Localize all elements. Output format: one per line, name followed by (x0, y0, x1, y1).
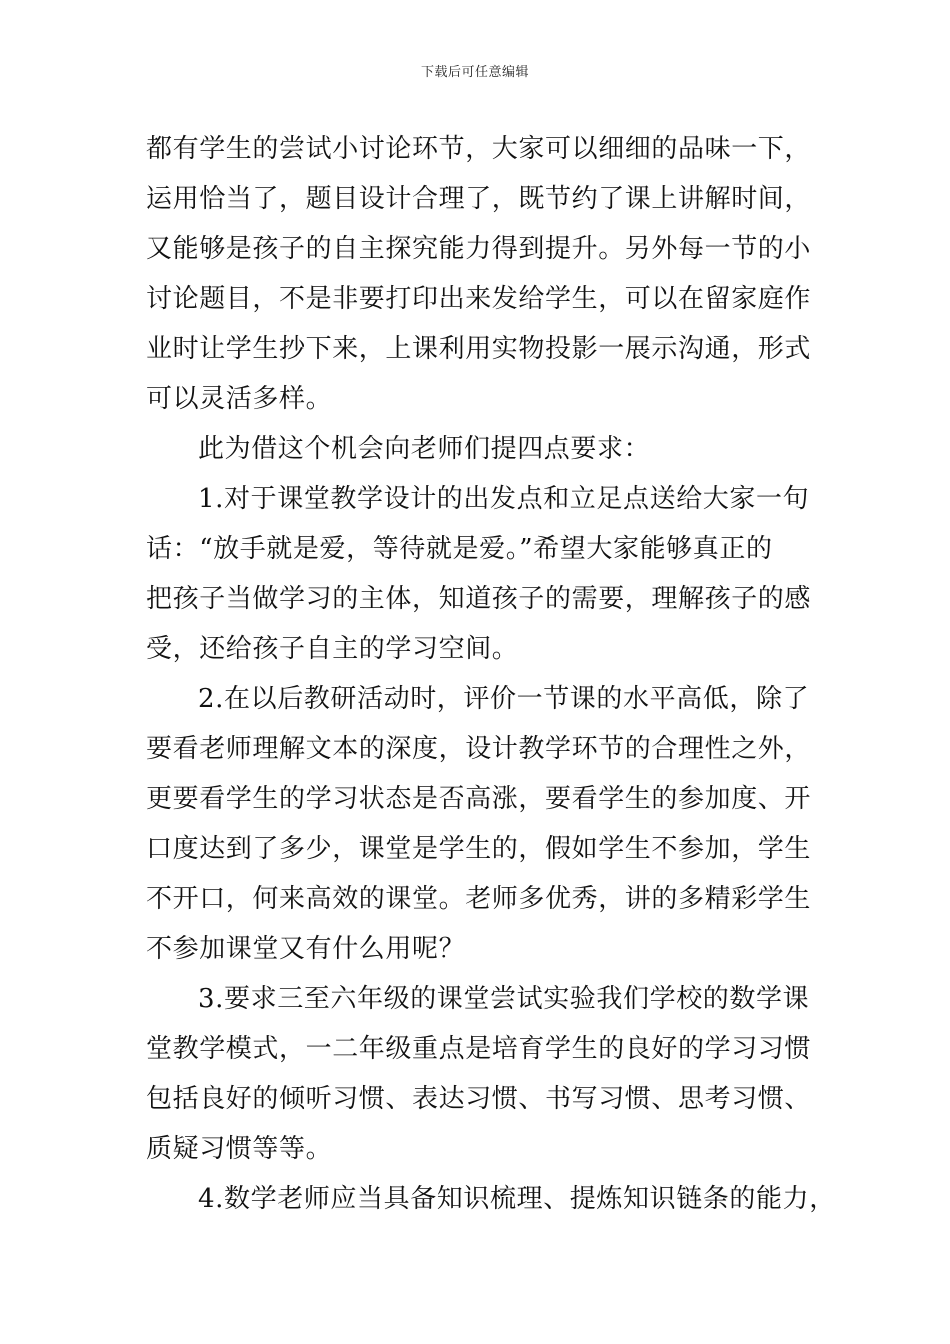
text-line: 不参加课堂又有什么用呢？ (146, 934, 466, 964)
text-line: 又能够是孩子的自主探究能力得到提升。另外每一节的小 (146, 234, 812, 264)
text-line: 质疑习惯等等。 (146, 1134, 333, 1164)
page-header-note: 下载后可任意编辑 (420, 65, 529, 80)
text-line: 要看老师理解文本的深度，设计教学环节的合理性之外， (146, 734, 812, 764)
paragraph-start: 4.数学老师应当具备知识梳理、提炼知识链条的能力， (198, 1184, 836, 1214)
paragraph-start: 1.对于课堂教学设计的出发点和立足点送给大家一句 (198, 484, 810, 514)
paragraph-start: 2.在以后教研活动时，评价一节课的水平高低，除了 (198, 684, 810, 714)
text-line: 不开口，何来高效的课堂。老师多优秀，讲的多精彩学生 (146, 884, 812, 914)
text-line: 堂教学模式，一二年级重点是培育学生的良好的学习习惯 (146, 1034, 812, 1064)
text-line: 受，还给孩子自主的学习空间。 (146, 634, 519, 664)
text-line: 运用恰当了，题目设计合理了，既节约了课上讲解时间， (146, 184, 812, 214)
paragraph-start: 此为借这个机会向老师们提四点要求： (198, 434, 651, 464)
text-line: 都有学生的尝试小讨论环节，大家可以细细的品味一下， (146, 134, 812, 164)
text-line: 把孩子当做学习的主体，知道孩子的需要，理解孩子的感 (146, 584, 812, 614)
document-body (146, 124, 846, 1224)
text-line: 话：“放手就是爱，等待就是爱。”希望大家能够真正的 (146, 534, 773, 564)
text-line: 口度达到了多少，课堂是学生的，假如学生不参加，学生 (146, 834, 812, 864)
text-line: 可以灵活多样。 (146, 384, 333, 414)
paragraph-start: 3.要求三至六年级的课堂尝试实验我们学校的数学课 (198, 984, 810, 1014)
text-line: 包括良好的倾听习惯、表达习惯、书写习惯、思考习惯、 (146, 1084, 812, 1114)
text-line: 更要看学生的学习状态是否高涨，要看学生的参加度、开 (146, 784, 812, 814)
text-line: 讨论题目，不是非要打印出来发给学生，可以在留家庭作 (146, 284, 812, 314)
text-line: 业时让学生抄下来，上课利用实物投影一展示沟通，形式 (146, 334, 812, 364)
